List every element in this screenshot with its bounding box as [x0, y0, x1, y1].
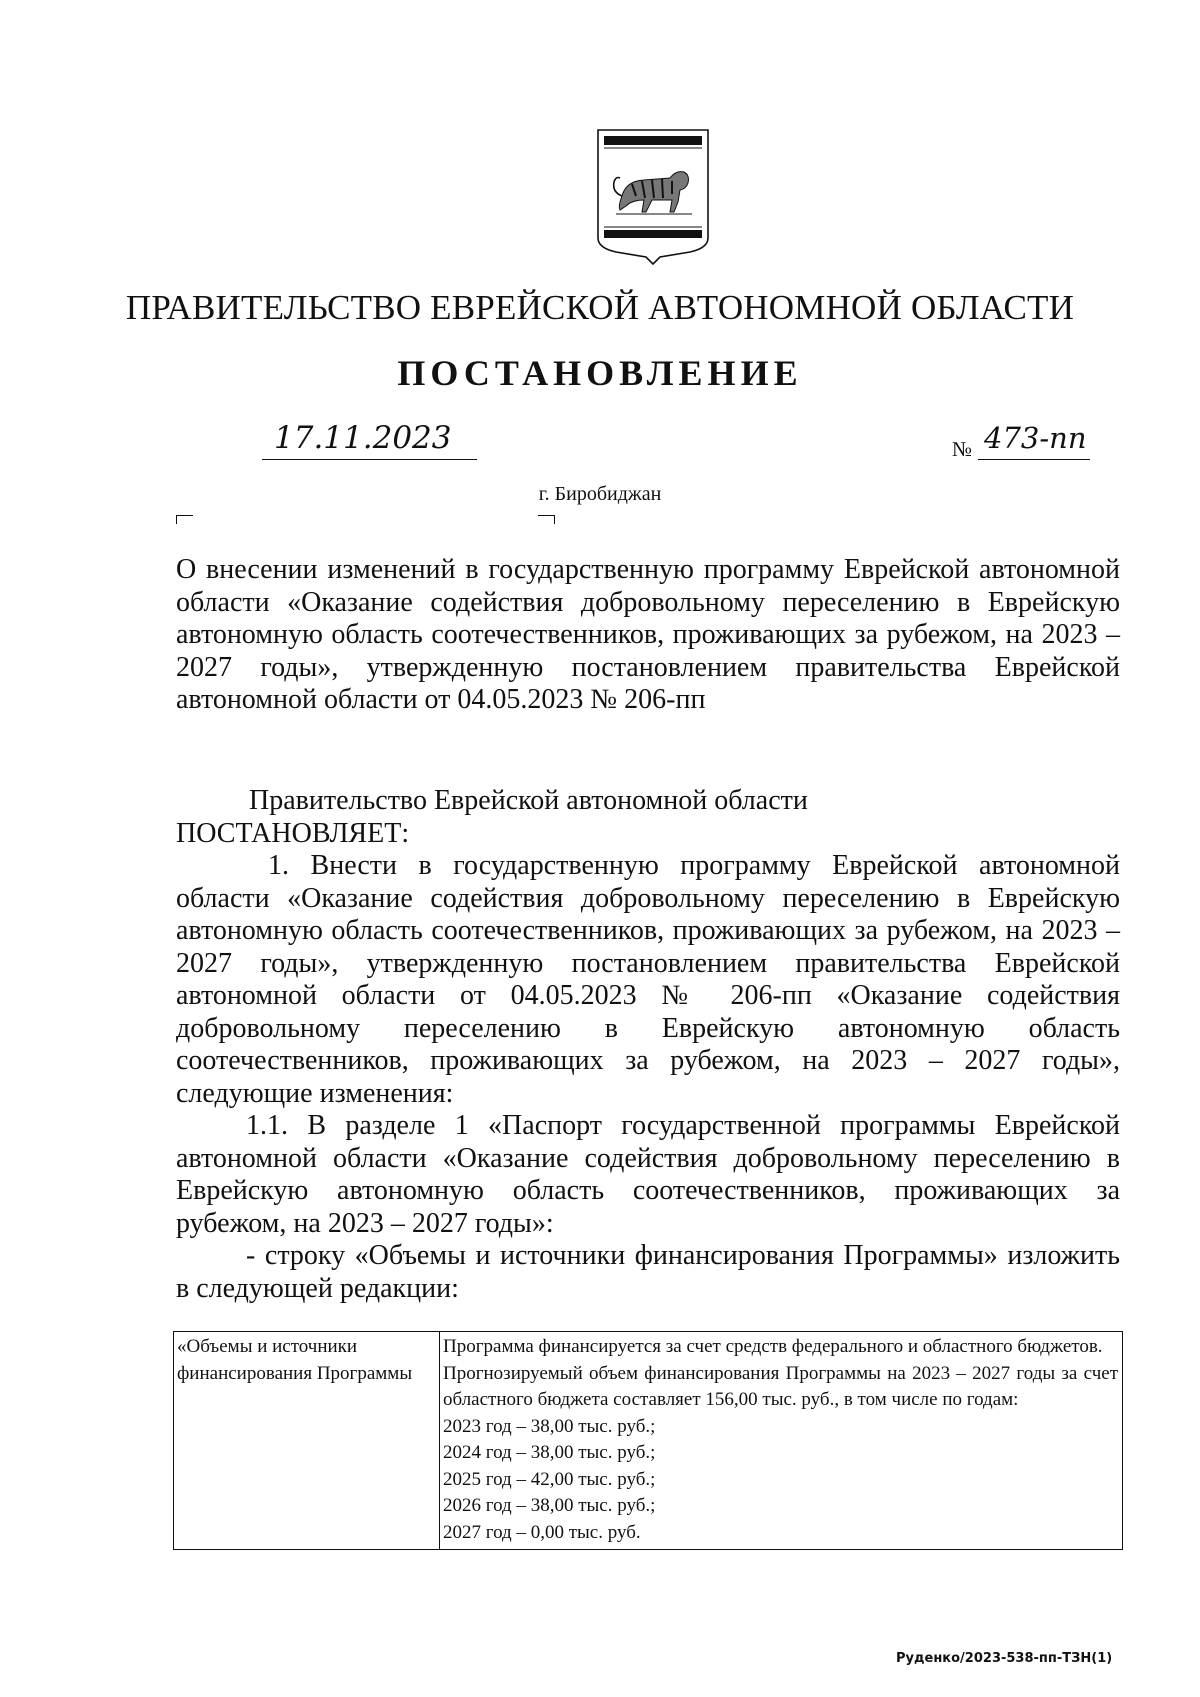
number-label: №: [952, 437, 973, 461]
document-body: [176, 785, 1120, 1305]
table-row: [174, 1332, 1123, 1550]
decree-word: ПОСТАНОВЛЯЕТ:: [176, 817, 410, 849]
handwritten-date: 17.11.2023: [262, 418, 477, 460]
financing-value-cell: [440, 1332, 1123, 1550]
left-corner-mark: [176, 515, 193, 524]
document-type-title: ПОСТАНОВЛЕНИЕ: [397, 353, 803, 393]
financing-line: Прогнозируемый объем финансирования Программы на 2023 – 2027 годы за счет областного бюджета составляет 156,00 тыс. руб., в том числе по годам:: [443, 1362, 1118, 1410]
financing-line: Программа финансируется за счет средств федерального и областного бюджетов.: [443, 1336, 1103, 1357]
document-subject: О внесении изменений в государственную программу Еврейской автономной области «Оказание содействия добровольному переселению в Еврейскую автономную область соотечественников, проживающих за рубежом, на 2023 – 2027 годы», утвержденную постановлением правительства Еврейской автономной области от 04.05.2023 № 206-пп: [176, 554, 1120, 715]
government-title: ПРАВИТЕЛЬСТВО ЕВРЕЙСКОЙ АВТОНОМНОЙ ОБЛАСТИ: [125, 288, 1075, 327]
financing-table: [173, 1331, 1123, 1550]
city-name: г. Биробиджан: [538, 483, 662, 505]
preamble-text: Правительство Еврейской автономной области: [249, 785, 808, 816]
item-line-text: - строку «Объемы и источники финансирования Программы» изложить в следующей редакции:: [176, 1240, 1120, 1304]
item-1-1-text: 1.1. В разделе 1 «Паспорт государственной программы Еврейской автономной области «Оказание содействия добровольному переселению в Еврейскую автономную область соотечественников, проживающих за рубежом, на 2023 – 2027 годы»:: [176, 1110, 1120, 1239]
financing-year-line: 2027 год – 0,00 тыс. руб.: [443, 1521, 641, 1543]
financing-year-line: 2026 год – 38,00 тыс. руб.;: [443, 1495, 656, 1516]
financing-year-line: 2024 год – 38,00 тыс. руб.;: [443, 1442, 656, 1463]
financing-year-line: 2025 год – 42,00 тыс. руб.;: [443, 1468, 656, 1490]
item-1-text: 1. Внести в государственную программу Еврейской автономной области «Оказание содействия добровольному переселению в Еврейскую автономную область соотечественников, проживающих за рубежом, на 2023 – 2027 годы», утвержденную постановлением правительства Еврейской автономной области от 04.05.2023 № 206-пп «Оказание содействия добровольному переселению в Еврейскую автономную область соотечественников, проживающих за рубежом, на 2023 – 2027 годы», следующие изменения:: [176, 850, 1120, 1109]
right-corner-mark: [538, 515, 555, 524]
financing-label-cell: «Объемы и источники финансирования Программы: [174, 1332, 440, 1550]
coat-of-arms-tiger-icon: [592, 126, 714, 266]
financing-year-line: 2023 год – 38,00 тыс. руб.;: [443, 1415, 656, 1437]
handwritten-number: 473-пп: [978, 418, 1090, 460]
footer-document-code: Руденко/2023-538-пп-ТЗН(1): [896, 1651, 1113, 1666]
